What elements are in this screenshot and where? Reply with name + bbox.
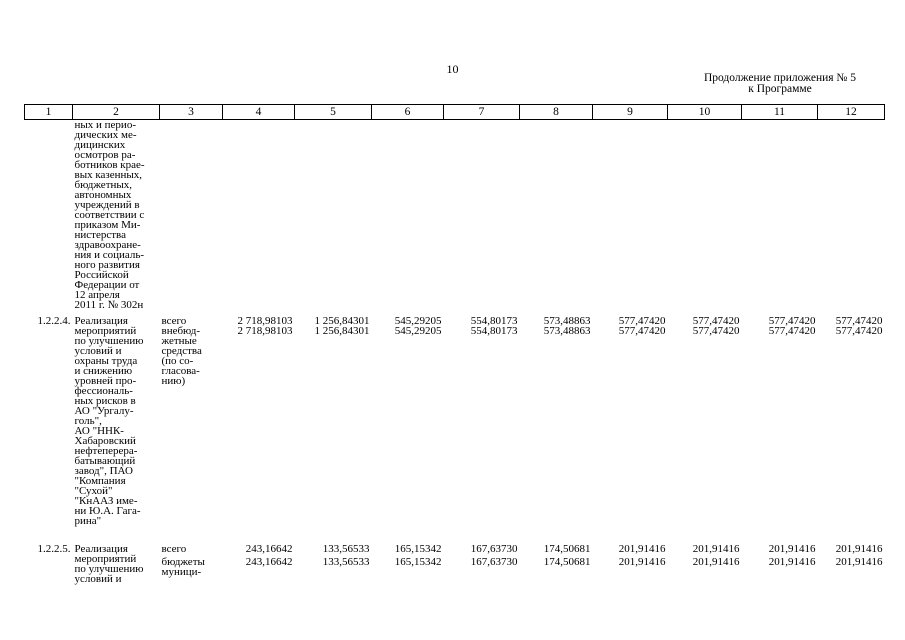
funding-source: всего [161,543,187,555]
column-header: 1 [25,105,73,120]
value-cell: 577,47420 [768,325,816,337]
row-code: 1.2.2.4. [37,315,71,327]
value-cell: 174,50681 [543,556,591,569]
value-cell: 2 718,98103 [237,315,293,327]
value-cell: 573,48863 [543,315,591,327]
value-cell: 165,15342 [394,543,442,555]
value-cell: 201,91416 [835,556,883,569]
value-cell: 577,47420 [768,315,816,327]
table-row [25,316,885,326]
table-row [25,544,885,557]
column-header: 3 [160,105,223,120]
column-header: 7 [444,105,520,120]
row-name: Реализация мероприятий по улучшению условий и [74,543,144,585]
value-cell: 554,80173 [470,315,518,327]
value-cell: 133,56533 [322,556,370,569]
appendix-line-2: к Программе [748,83,812,95]
value-cell: 545,29205 [394,315,442,327]
value-cell: 577,47420 [618,325,666,337]
column-header: 10 [668,105,742,120]
row-name: Реализация мероприятий по улучшению условий и охраны труда и снижению уровней про- фессиональ- ных рисков в АО "Ургалу- голь", АО "ННК- Хабаровский нефтеперера- батывающий завод", ПАО "Компания "Сухой" "КнААЗ име- ни Ю.А. Гага- рина" [74,315,144,527]
column-header: 8 [520,105,593,120]
value-cell: 554,80173 [470,325,518,337]
value-cell: 1 256,84301 [314,315,370,327]
value-cell: 167,63730 [470,556,518,569]
program-table [24,104,885,584]
column-header: 5 [295,105,372,120]
value-cell: 201,91416 [618,543,666,555]
value-cell: 201,91416 [692,543,740,555]
value-cell: 573,48863 [543,325,591,337]
column-number-row [25,105,885,120]
value-cell: 577,47420 [692,315,740,327]
funding-source: всего [161,315,187,327]
column-header: 9 [593,105,668,120]
value-cell: 545,29205 [394,325,442,337]
funding-source: бюджеты муници- [161,556,205,579]
page-number: 10 [446,62,459,76]
value-cell: 577,47420 [835,325,883,337]
value-cell: 243,16642 [245,556,293,569]
column-header: 12 [818,105,885,120]
value-cell: 201,91416 [692,556,740,569]
column-header: 11 [742,105,818,120]
value-cell: 165,15342 [394,556,442,569]
value-cell: 174,50681 [543,543,591,555]
value-cell: 133,56533 [322,543,370,555]
row-code: 1.2.2.5. [37,543,71,555]
value-cell: 201,91416 [835,543,883,555]
column-header: 4 [223,105,295,120]
value-cell: 2 718,98103 [237,325,293,337]
value-cell: 577,47420 [692,325,740,337]
continuation-text: ных и перио- дических ме- дицинских осмотров ра- ботников крае- вых казенных, бюджетных, автономных учреждений в соответствии с приказом Ми- нистерства здравоохране- ния и социаль- ного развития Российской Федерации от 12 апреля 2011 г. № 302н [74,119,145,311]
continuation-row [25,120,885,311]
appendix-heading [640,73,905,95]
funding-source: внебюд- жетные средства (по со- гласова- нию) [161,325,202,387]
value-cell: 243,16642 [245,543,293,555]
value-cell: 577,47420 [618,315,666,327]
value-cell: 201,91416 [618,556,666,569]
appendix-line-1: Продолжение приложения № 5 [703,72,857,84]
value-cell: 167,63730 [470,543,518,555]
column-header: 6 [372,105,444,120]
value-cell: 201,91416 [768,556,816,569]
value-cell: 201,91416 [768,543,816,555]
column-header: 2 [73,105,160,120]
value-cell: 577,47420 [835,315,883,327]
value-cell: 1 256,84301 [314,325,370,337]
